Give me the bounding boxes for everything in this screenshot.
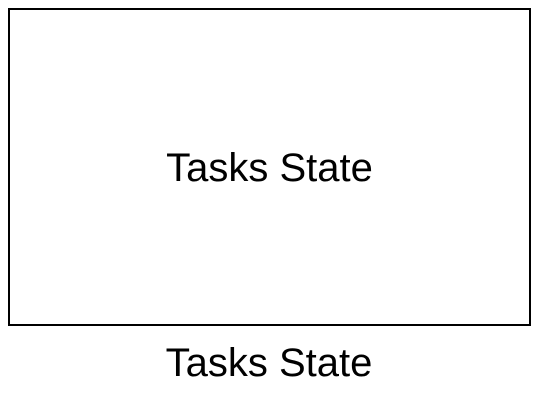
tasks-state-box: [8, 8, 531, 326]
tasks-state-box-label: Tasks State: [166, 146, 373, 190]
tasks-state-caption: Tasks State: [165, 341, 373, 385]
